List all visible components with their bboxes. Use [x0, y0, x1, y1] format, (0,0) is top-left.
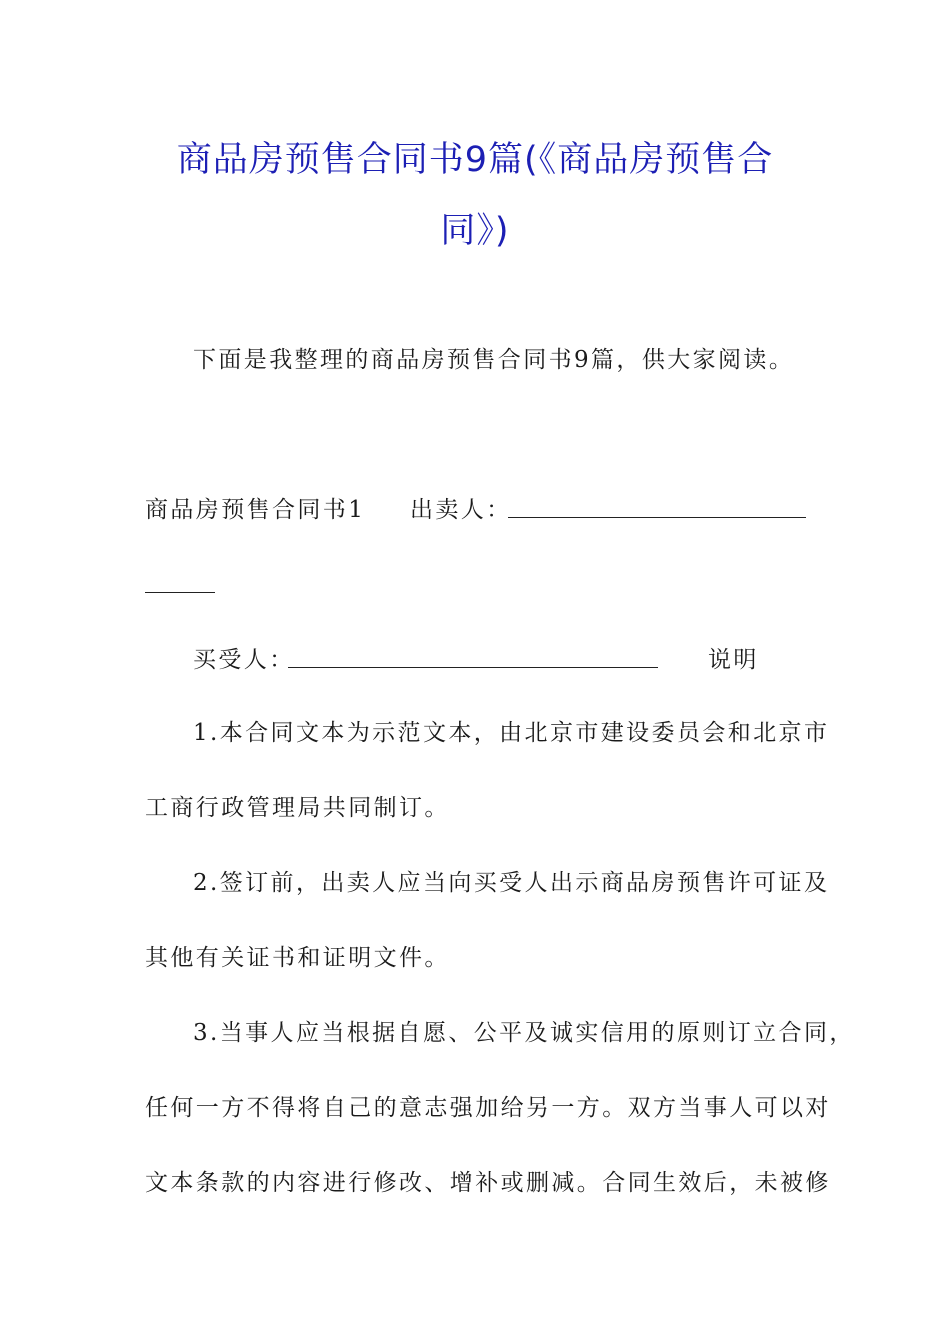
seller-blank-line-continued: [145, 572, 215, 593]
document-title-line-1: 商品房预售合同书9篇(《商品房预售合: [176, 140, 774, 180]
buyer-blank-line: [288, 647, 658, 668]
paragraph-line: 任何一方不得将自己的意志强加给另一方。双方当事人可以对: [145, 1095, 831, 1121]
paragraph-line: 1.本合同文本为示范文本，由北京市建设委员会和北京市: [193, 720, 830, 746]
buyer-label: 买受人：: [193, 647, 295, 673]
contract-heading: 商品房预售合同书1: [145, 497, 366, 523]
paragraph-line: 2.签订前，出卖人应当向买受人出示商品房预售许可证及: [193, 870, 830, 896]
seller-label: 出卖人：: [410, 497, 512, 523]
paragraph-line: 3.当事人应当根据自愿、公平及诚实信用的原则订立合同，: [193, 1020, 855, 1046]
seller-blank-line: [508, 497, 806, 518]
paragraph-line: 文本条款的内容进行修改、增补或删减。合同生效后，未被修: [145, 1170, 831, 1196]
paragraph-line: 工商行政管理局共同制订。: [145, 795, 450, 821]
document-title-line-2: 同》): [440, 211, 510, 251]
intro-paragraph: 下面是我整理的商品房预售合同书9篇，供大家阅读。: [193, 347, 795, 373]
notes-heading: 说明: [708, 647, 759, 673]
paragraph-line: 其他有关证书和证明文件。: [145, 945, 450, 971]
